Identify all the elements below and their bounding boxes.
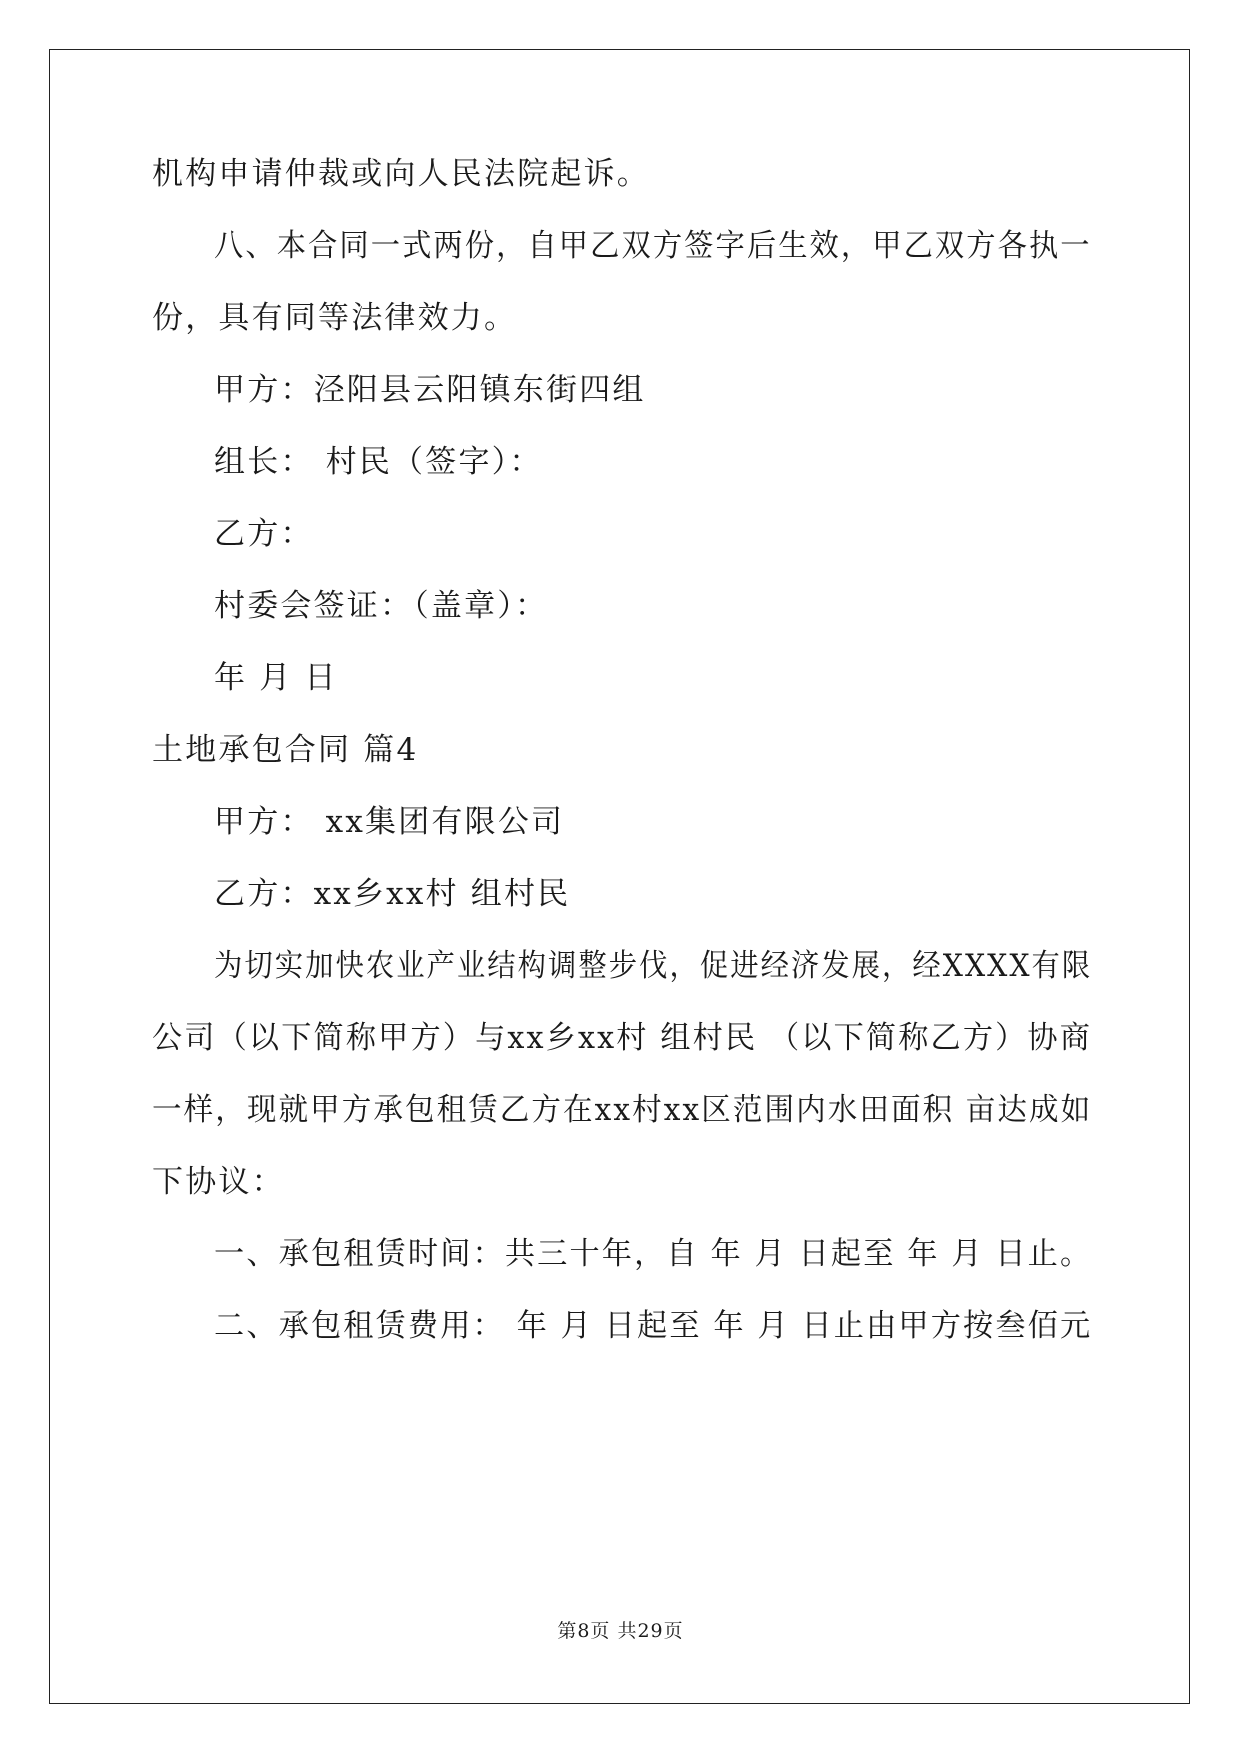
paragraph-line: 乙方：xx乡xx村 组村民 <box>214 876 571 912</box>
paragraph-line: 为切实加快农业产业结构调整步伐，促进经济发展，经XXXX有限 <box>214 948 1093 984</box>
paragraph-line: 八、本合同一式两份，自甲乙双方签字后生效，甲乙双方各执一 <box>214 228 1092 264</box>
paragraph-line: 下协议： <box>152 1164 285 1200</box>
page-number-footer: 第8页 共29页 <box>557 1620 684 1642</box>
section-heading: 土地承包合同 篇4 <box>152 732 419 768</box>
paragraph-line: 一样，现就甲方承包租赁乙方在xx村xx区范围内水田面积 亩达成如 <box>152 1092 1093 1128</box>
paragraph-line: 村委会签证：（盖章）： <box>214 588 549 624</box>
paragraph-line: 甲方： xx集团有限公司 <box>214 804 565 840</box>
paragraph-line: 机构申请仲裁或向人民法院起诉。 <box>152 156 650 192</box>
paragraph-line: 份，具有同等法律效力。 <box>152 300 518 336</box>
paragraph-line: 一、承包租赁时间：共三十年，自 年 月 日起至 年 月 日止。 <box>214 1236 1093 1272</box>
paragraph-line: 二、承包租赁费用： 年 月 日起至 年 月 日止由甲方按叁佰元 <box>214 1308 1093 1344</box>
paragraph-line: 组长： 村民（签字）： <box>214 444 543 480</box>
paragraph-line: 公司（以下简称甲方）与xx乡xx村 组村民 （以下简称乙方）协商 <box>152 1020 1093 1056</box>
paragraph-line: 乙方： <box>214 516 314 552</box>
paragraph-line: 年 月 日 <box>214 660 338 696</box>
paragraph-line: 甲方：泾阳县云阳镇东街四组 <box>214 372 646 408</box>
